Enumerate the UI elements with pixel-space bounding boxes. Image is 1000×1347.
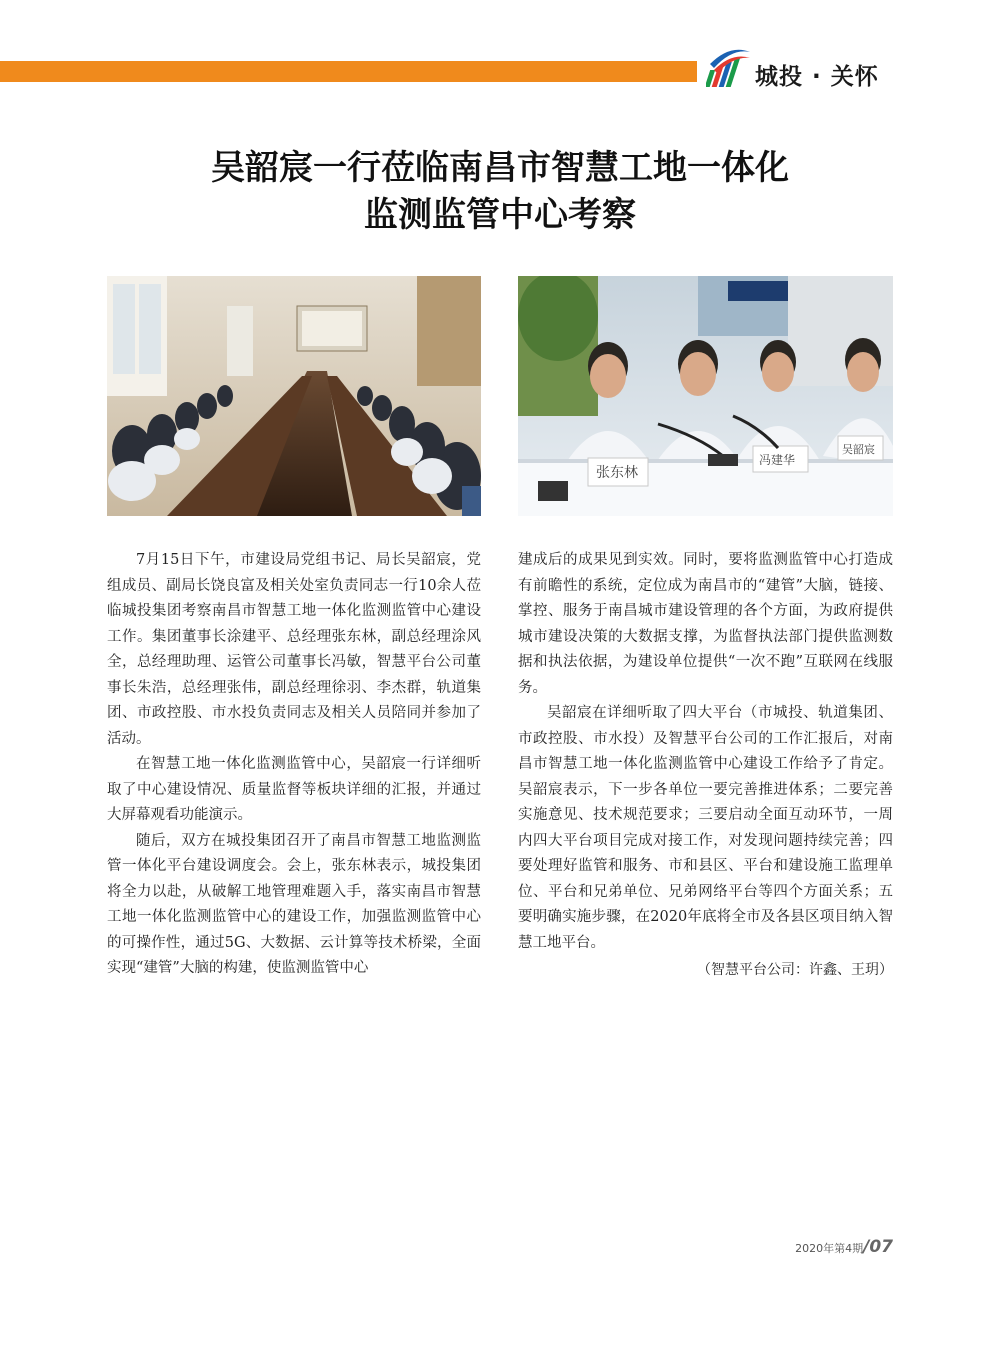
article-title-line-1: 吴韶宸一行莅临南昌市智慧工地一体化 [211, 148, 789, 188]
body-paragraph: 在智慧工地一体化监测监管中心，吴韶宸一行详细听取了中心建设情况、质量监督等板块详细的汇报，并通过大屏幕观看功能演示。 [107, 756, 481, 823]
body-paragraph: 7月15日下午，市建设局党组书记、局长吴韶宸，党组成员、副局长饶良富及相关处室负责同志一行10余人莅临城投集团考察南昌市智慧工地一体化监测监管中心建设工作。集团董事长涂建平、总经理张东林，副总经理涂风全，总经理助理、运管公司董事长冯敏，智慧平台公司董事长朱浩，总经理张伟，副总经理徐羽、李杰群，轨道集团、市政控股、市水投负责同志及相关人员陪同并参加了活动。 [107, 552, 481, 747]
nameplate-1: 张东林 [596, 465, 638, 481]
meeting-room-photo [107, 276, 481, 516]
city-investment-logo-icon [706, 46, 752, 88]
nameplate-2: 冯建华 [759, 453, 796, 467]
article-title-line-2: 监测监管中心考察 [364, 195, 636, 235]
header-accent-bar [0, 61, 697, 82]
page-number: /07 [863, 1237, 893, 1257]
section-label: 城投 · 关怀 [755, 64, 879, 90]
body-paragraph: 随后，双方在城投集团召开了南昌市智慧工地监测监管一体化平台建设调度会。会上，张东林表示，城投集团将全力以赴，从破解工地管理难题入手，落实南昌市智慧工地一体化监测监管中心的建设工作，加强监测监管中心的可操作性，通过5G、大数据、云计算等技术桥梁，全面实现“建管”大脑的构建，使监测监管中心 [107, 832, 481, 976]
officials-at-table-photo [518, 276, 893, 516]
nameplate-3: 吴韶宸 [842, 443, 875, 456]
body-paragraph: 吴韶宸在详细听取了四大平台（市城投、轨道集团、市政控股、市水投）及智慧平台公司的工作汇报后，对南昌市智慧工地一体化监测监管中心建设工作给予了肯定。吴韶宸表示，下一步各单位一要完善推进体系；二要完善实施意见、技术规范要求；三要启动全面互动环节，一周内四大平台项目完成对接工作，对发现问题持续完善；四要处理好监管和服务、市和县区、平台和建设施工监理单位、平台和兄弟单位、兄弟网络平台等四个方面关系；五要明确实施步骤，在2020年底将全市及各县区项目纳入智慧工地平台。 [518, 705, 893, 951]
body-paragraph-continued: 建成后的成果见到实效。同时，要将监测监管中心打造成有前瞻性的系统，定位成为南昌市的“建管”大脑，链接、掌控、服务于南昌城市建设管理的各个方面，为政府提供城市建设决策的大数据支撑，为监督执法部门提供监测数据和执法依据，为建设单位提供“一次不跑”互联网在线服务。 [518, 552, 893, 696]
article-credit: （智慧平台公司：许鑫、王玥） [697, 962, 893, 978]
issue-label: 2020年第4期 [795, 1242, 864, 1255]
article-body-left-column [107, 548, 481, 982]
page-folio [795, 1237, 893, 1257]
article-body-right-column [518, 548, 893, 984]
